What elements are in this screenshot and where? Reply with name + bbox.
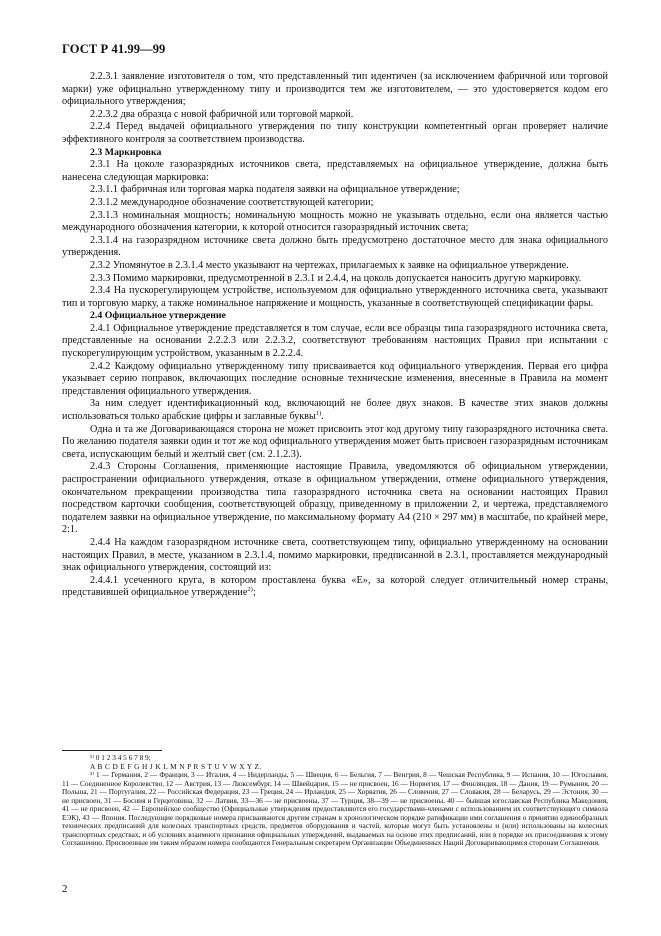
paragraph-end: ; xyxy=(252,587,256,599)
footnote-ref: 1) xyxy=(315,410,322,418)
paragraph: 2.4.1 Официальное утверждение представляется в том случае, если все образцы типа газоразрядного источника света, представленные на основании 2.2.2.3 или 2.2.3.2, соответствуют требованиям настоящих Правил при испытании с пускорегулирующим устройством, указанным в 2.2.2.4. xyxy=(62,322,608,360)
section-heading: 2.3 Маркировка xyxy=(90,146,162,158)
footnote-divider xyxy=(62,750,162,751)
paragraph: 2.3.4 На пускорегулирующем устройстве, используемом для официально утвержденного источника света, указывают тип и торговую марку, а также номинальное напряжение и мощность, указанные в соответствующей спецификации фары. xyxy=(62,285,608,309)
paragraph: 2.3.2 Упомянутое в 2.3.1.4 место указывают на чертежах, прилагаемых к заявке на официальное утверждение. xyxy=(90,259,569,271)
paragraph: 2.3.1.3 номинальная мощность; номинальную мощность можно не указывать отдельно, если она является частью международного обозначения категории, к которой относится газоразрядный источник света; xyxy=(62,209,608,234)
paragraph: 2.4.3 Стороны Соглашения, применяющие настоящие Правила, уведомляются об официальном утверждении, распространении официального утверждения, отказе в официальном утверждении, отмене официального утверждения, окончательном прекращении производства типа газоразрядного источника света на основании настоящих Правил посредством карточки сообщения, соответствующей образцу, приведенному в приложении 2, и чертежа, представляемого подателем заявки на официальное утверждение, по максимальному формату А4 (210 × 297 мм) в масштабе, по крайней мере, 2:1. xyxy=(62,461,608,536)
footnote: ²⁾ 1 — Германия, 2 — Франция, 3 — Италия, 4 — Нидерланды, 5 — Швеция, 6 — Бельгия, 7 — Венгрия, 8 — Чешская Республика, 9 — Испания, 10 — Югославия, 11 — Соединенное Королевство, 12 — Австрия, 13 — Люксембург, 14 — Швейцария, 15 — не присвоен, 16 — Норвегия, 17 — Финляндия, 18 — Дания, 19 — Румыния, 20 — Польша, 21 — Португалия, 22 — Российская Федерация, 23 — Греция, 24 — Ирландия, 25 — Хорватия, 26 — Словения, 27 — Словакия, 28 — Беларусь, 29 — Эстония, 30 — не присвоен, 31 — Босния и Герцеговина, 32 — Латвия, 33—36 — не присвоены, 37 — Турция, 38—39 — не присвоены, 40 — бывшая югославская Республика Македония, 41 — не присвоен, 42 — Европейское сообщество (Официальные утверждения предоставляются его государствами-членами с использованием их соответствующего символа ЕЭК), 43 — Япония. Последующие порядковые номера присваиваются другим странам в хронологическом порядке ратификации ими соглашения о принятии единообразных технических предписаний для колесных транспортных средств, предметов оборудования и частей, которые могут быть установлены и (или) использованы на колесных транспортных средствах, и об условиях взаимного признания официальных утверждений, выдаваемых на основе этих предписаний, или в порядке их присоединения к этому Соглашению. Присвоенные им таким образом номера сообщаются Генеральным секретарем Организации Объединенных Наций Договаривающимся сторонам Соглашения. xyxy=(62,770,608,848)
paragraph: 2.3.1.1 фабричная или торговая марка подателя заявки на официальное утверждение; xyxy=(90,184,460,196)
footnote: A B C D E F G H J K L M N P R S T U V W X Y Z. xyxy=(90,761,262,771)
paragraph: 2.2.3.1 заявление изготовителя о том, что представленный тип идентичен (за исключением фабричной или торговой марки) уже официально утвержденному типу и производится тем же изготовителем, — это удостоверяется кодом его официального утверждения; xyxy=(62,71,608,108)
paragraph xyxy=(62,575,608,600)
paragraph: Одна и та же Договаривающаяся сторона не может присвоить этот код другому типу газоразрядного источника света. По желанию подателя заявки один и тот же код официального утверждения может быть присвоен газоразрядным источникам света, испускающим белый и желтый свет (см. 2.1.2.3). xyxy=(62,423,608,460)
paragraph: 2.3.3 Помимо маркировки, предусмотренной в 2.3.1 и 2.4.4, на цоколь допускается наносить другую маркировку. xyxy=(90,272,582,284)
section-heading: 2.4 Официальное утверждение xyxy=(90,310,226,322)
paragraph: 2.3.1.4 на газоразрядном источнике света должно быть предусмотрено достаточное место для знака официального утверждения. xyxy=(62,234,608,259)
paragraph-end: . xyxy=(321,411,324,423)
paragraph: 2.3.1.2 международное обозначение соответствующей категории; xyxy=(90,196,374,208)
paragraph-text: За ним следует идентификационный код, включающий не более двух знаков. В качестве этих знаков должны использоваться только арабские цифры и заглавные буквы xyxy=(62,398,608,423)
paragraph xyxy=(62,398,608,423)
footnotes xyxy=(62,754,608,848)
paragraph: 2.4.2 Каждому официально утвержденному типу присваивается код официального утверждения. Первая его цифра указывает серию поправок, включающих последние основные технические изменения, внесенные в Правила на момент представления официального утверждения. xyxy=(62,360,608,397)
document-body xyxy=(62,71,608,600)
paragraph-text: 2.4.4.1 усеченного круга, в котором проставлена буква «Е», за которой следует отличительный номер страны, представившей официальное утверждение xyxy=(62,574,608,599)
paragraph: 2.2.4 Перед выдачей официального утверждения по типу конструкции компетентный орган проверяет наличие эффективного контроля за соответствием производства. xyxy=(62,121,608,145)
footnote: ¹⁾ 0 1 2 3 4 5 6 7 8 9; xyxy=(90,753,151,762)
paragraph: 2.3.1 На цоколе газоразрядных источников света, представляемых на официальное утверждение, должна быть нанесена следующая маркировка: xyxy=(62,159,608,183)
page-number: 2 xyxy=(62,883,68,895)
page-header-title: ГОСТ Р 41.99—99 xyxy=(62,42,166,56)
footnote-ref: 2) xyxy=(247,586,253,594)
paragraph: 2.4.4 На каждом газоразрядном источнике света, соответствующем типу, официально утвержденному на основании настоящих Правил, в месте, указанном в 2.3.1.4, помимо маркировки, предписанной в 2.3.1, проставляется международный знак официального утверждения, состоящий из: xyxy=(62,536,608,574)
paragraph: 2.2.3.2 два образца с новой фабричной или торговой маркой. xyxy=(90,108,354,120)
